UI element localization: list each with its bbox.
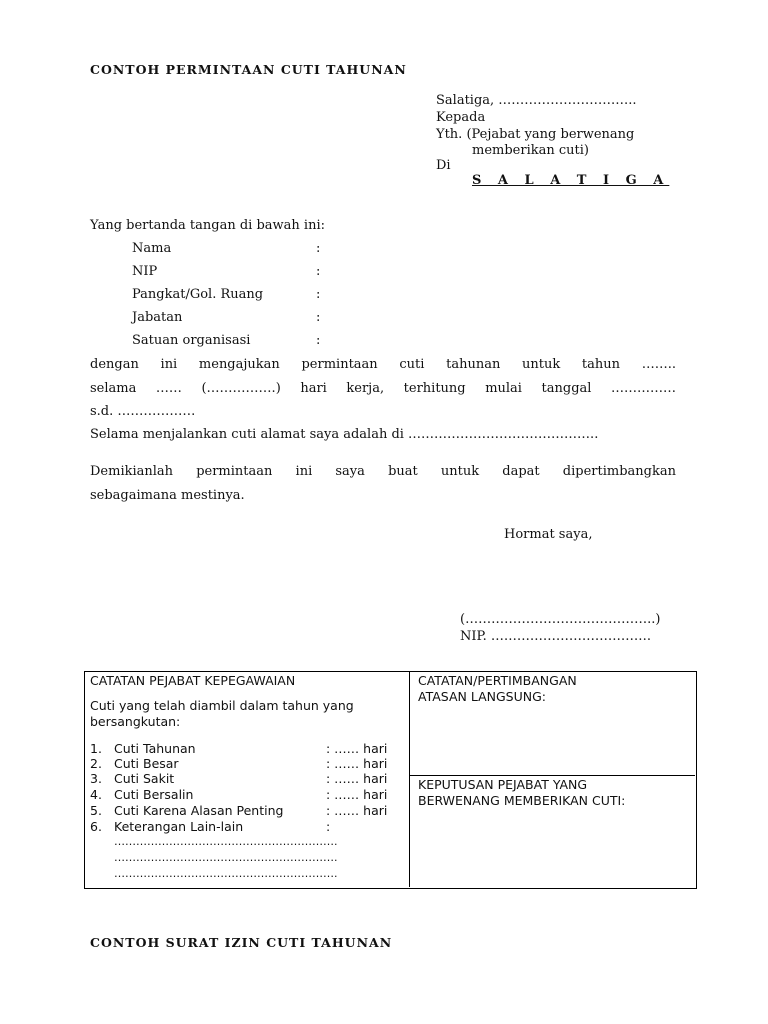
field-label-nip: NIP [132,264,158,279]
leave-item-value: : …… hari [326,741,388,756]
body-line-1: dengan ini mengajukan permintaan cuti tahunan untuk tahun …….. [90,357,676,372]
left-cell-intro-1: Cuti yang telah diambil dalam tahun yang [90,698,354,713]
signature-line: (……………………………………..) [460,612,661,627]
leave-item-num: 5. [90,803,102,818]
leave-item-value: : [326,819,331,834]
dotted-line: ……………………………………………………. [114,835,338,848]
right-top-title-1: CATATAN/PERTIMBANGAN [418,673,577,688]
leave-item-label: Cuti Bersalin [114,787,194,802]
right-bottom-title-1: KEPUTUSAN PEJABAT YANG [418,777,588,792]
closing-line-1: Demikianlah permintaan ini saya buat untuk dapat dipertimbangkan [90,464,676,479]
leave-item-label: Cuti Besar [114,756,179,771]
field-colon: : [316,287,321,302]
leave-item-label: Cuti Karena Alasan Penting [114,803,284,818]
di: Di [436,158,451,173]
leave-item-label: Cuti Sakit [114,771,175,786]
leave-item-value: : …… hari [326,787,388,802]
recipient-line-2: memberikan cuti) [472,143,589,158]
field-colon: : [316,310,321,325]
closing-line-2: sebagaimana mestinya. [90,488,245,503]
field-label-pangkat: Pangkat/Gol. Ruang [132,287,264,302]
dotted-line: ……………………………………………………. [114,867,338,880]
left-cell-title: CATATAN PEJABAT KEPEGAWAIAN [90,673,296,688]
table-divider-vertical [409,671,410,887]
leave-item-value: : …… hari [326,771,388,786]
leave-item-num: 4. [90,787,102,802]
kepada: Kepada [436,110,486,125]
leave-item-num: 2. [90,756,102,771]
place-date: Salatiga, ………………………….. [436,93,637,108]
field-label-nama: Nama [132,241,172,256]
leave-item-label: Keterangan Lain-lain [114,819,244,834]
table-divider-horizontal [409,775,695,776]
dotted-line: ……………………………………………………. [114,851,338,864]
field-label-satuan: Satuan organisasi [132,333,251,348]
recipient-line-1: Yth. (Pejabat yang berwenang [436,127,635,142]
right-bottom-title-2: BERWENANG MEMBERIKAN CUTI: [418,793,626,808]
regards: Hormat saya, [504,527,593,542]
leave-item-num: 1. [90,741,102,756]
footer-heading: CONTOH SURAT IZIN CUTI TAHUNAN [90,935,393,950]
body-line-4: Selama menjalankan cuti alamat saya adalah di …………………………………….. [90,427,599,442]
intro-text: Yang bertanda tangan di bawah ini: [90,218,325,233]
nip-line: NIP. ………………………………. [460,629,652,644]
leave-item-value: : …… hari [326,756,388,771]
leave-item-value: : …… hari [326,803,388,818]
field-colon: : [316,241,321,256]
document-title: CONTOH PERMINTAAN CUTI TAHUNAN [90,62,407,77]
field-colon: : [316,333,321,348]
leave-item-num: 3. [90,771,102,786]
right-top-title-2: ATASAN LANGSUNG: [418,689,547,704]
field-label-jabatan: Jabatan [132,310,183,325]
field-colon: : [316,264,321,279]
city-name: S A L A T I G A [472,173,670,188]
body-line-2: selama …… (…………….) hari kerja, terhitung mulai tanggal …………… [90,381,676,396]
left-cell-intro-2: bersangkutan: [90,714,181,729]
body-line-3: s.d. ……………… [90,404,196,419]
leave-item-num: 6. [90,819,102,834]
leave-item-label: Cuti Tahunan [114,741,196,756]
